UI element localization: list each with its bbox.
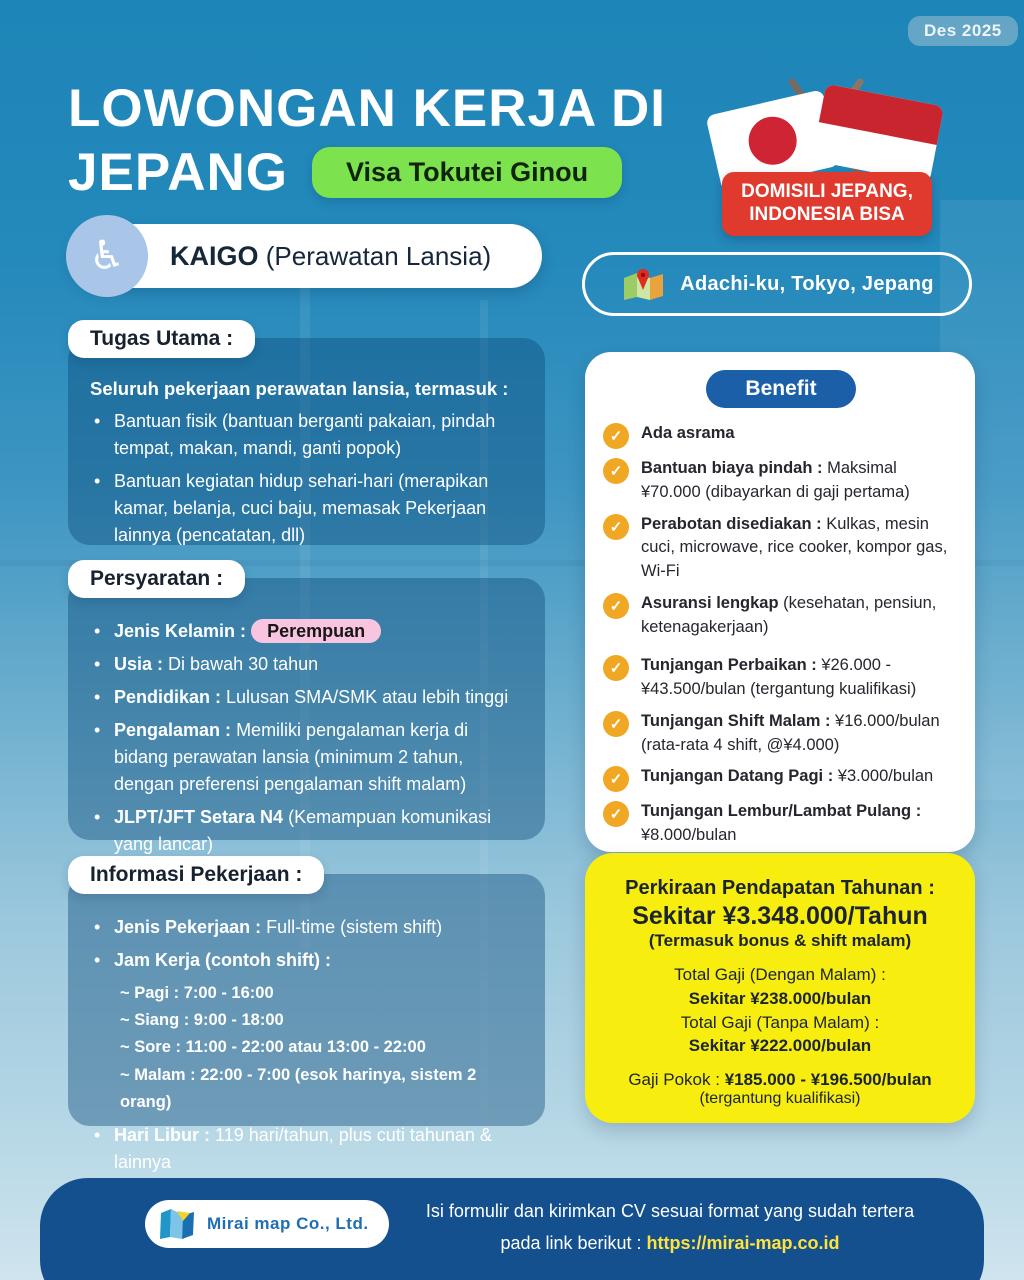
job-title-bold: KAIGO: [170, 240, 259, 271]
poster-title-row: [68, 142, 622, 203]
section-box-tugas-utama: [68, 338, 545, 545]
application-link[interactable]: https://mirai-map.co.id: [646, 1232, 840, 1253]
persyaratan-item: [90, 717, 525, 798]
persyaratan-item: [90, 684, 525, 711]
gaji-pokok-label: Gaji Pokok :: [628, 1070, 725, 1090]
income-title: Perkiraan Pendapatan Tahunan :: [625, 877, 935, 899]
company-name: Mirai map Co., Ltd.: [207, 1214, 369, 1233]
persyaratan-item-label: Usia :: [114, 654, 164, 674]
informasi-item-label: Jam Kerja (contoh shift) :: [114, 950, 332, 970]
benefit-item-label: Tunjangan Lembur/Lambat Pulang :: [641, 802, 922, 821]
benefit-item-text: (kesehatan, pensiun, ketenagakerjaan): [641, 593, 937, 636]
benefit-item-label: Tunjangan Perbaikan :: [641, 656, 817, 675]
indonesia-flag: [811, 84, 944, 183]
benefit-item-label: Ada asrama: [641, 424, 735, 442]
shift-item: ~ Malam : 22:00 - 7:00 (esok harinya, sistem 2 orang): [120, 1065, 477, 1111]
check-icon: ✓: [603, 801, 629, 827]
check-icon: ✓: [603, 711, 629, 737]
benefit-item-label: Tunjangan Datang Pagi :: [641, 767, 834, 786]
benefit-item-text: ¥3.000/bulan: [837, 767, 934, 786]
poster-title-line1: LOWONGAN KERJA DI: [68, 79, 667, 138]
informasi-item: [90, 914, 525, 941]
benefit-item-text: Maksimal ¥70.000 (dibayarkan di gaji pertama): [641, 459, 910, 501]
map-pin-icon: [620, 266, 666, 302]
persyaratan-item-label: Jenis Kelamin :: [114, 621, 247, 641]
tugas-item: • Bantuan kegiatan hidup sehari-hari (merapikan kamar, belanja, cuci baju, memasak Pekerjaan lainnya (pencatatan, dll): [90, 468, 525, 549]
income-note: (Termasuk bonus & shift malam): [648, 931, 912, 950]
informasi-item: [90, 1122, 525, 1176]
informasi-item: [90, 947, 525, 974]
benefit-item-label: Bantuan biaya pindah :: [641, 459, 823, 477]
section-label-tugas-utama: Tugas Utama :: [68, 320, 255, 358]
gaji-pokok-value: ¥185.000 - ¥196.500/bulan: [724, 1070, 932, 1090]
benefit-item: [603, 765, 959, 792]
income-row-value: Sekitar ¥222.000/bulan: [688, 1036, 872, 1056]
benefit-item-text: ¥8.000/bulan: [641, 826, 737, 844]
benefit-item: [603, 457, 959, 505]
income-row-label: Total Gaji (Tanpa Malam) :: [680, 1012, 880, 1032]
job-title-rest: (Perawatan Lansia): [265, 240, 492, 271]
gaji-pokok-line: [603, 1070, 957, 1090]
footer-line2-prefix: pada link berikut :: [500, 1232, 647, 1253]
shift-item: ~ Siang : 9:00 - 18:00: [120, 1011, 284, 1030]
footer-line2: [380, 1228, 960, 1260]
domisili-line2: INDONESIA BISA: [749, 203, 905, 225]
benefit-item: [603, 710, 959, 758]
job-icon-circle: [66, 215, 148, 297]
check-icon: ✓: [603, 423, 629, 449]
wheelchair-caregiver-icon: ♿: [89, 233, 125, 279]
benefit-header-pill: Benefit: [706, 370, 856, 408]
persyaratan-item-text: (Kemampuan komunikasi yang lancar): [114, 807, 492, 854]
benefit-item: [603, 422, 959, 449]
persyaratan-item: [90, 651, 525, 678]
section-box-persyaratan: [68, 578, 545, 854]
income-row-value: Sekitar ¥238.000/bulan: [688, 988, 872, 1008]
check-icon: ✓: [603, 766, 629, 792]
location-pill: [582, 252, 972, 316]
poster-title-line2: JEPANG: [68, 143, 289, 202]
tugas-intro: Seluruh pekerjaan perawatan lansia, termasuk :: [90, 378, 509, 399]
informasi-item-text: 119 hari/tahun, plus cuti tahunan & lainnya: [114, 1125, 492, 1173]
persyaratan-item: [90, 804, 525, 858]
job-title-pill: [70, 224, 542, 288]
company-logo-pill: [145, 1200, 389, 1248]
location-text: Adachi-ku, Tokyo, Jepang: [680, 272, 934, 295]
informasi-item-text: Full-time (sistem shift): [266, 917, 443, 937]
benefit-item-text: Kulkas, mesin cuci, microwave, rice cooker, kompor gas, Wi-Fi: [641, 514, 948, 580]
benefit-item-label: Asuransi lengkap: [641, 593, 779, 612]
gaji-pokok-note: (tergantung kualifikasi): [699, 1090, 861, 1108]
job-title: [170, 241, 491, 272]
income-row-label: Total Gaji (Dengan Malam) :: [674, 965, 886, 984]
shift-item: ~ Pagi : 7:00 - 16:00: [120, 984, 274, 1002]
benefit-item-text: ¥16.000/bulan (rata-rata 4 shift, @¥4.000): [641, 711, 940, 754]
informasi-item-label: Jenis Pekerjaan :: [114, 917, 262, 937]
persyaratan-item-label: JLPT/JFT Setara N4: [114, 807, 284, 827]
mirai-map-logo-icon: [157, 1207, 197, 1241]
benefit-item-label: Perabotan disediakan :: [641, 514, 822, 533]
shift-item: ~ Sore : 11:00 - 22:00 atau 13:00 - 22:00: [120, 1038, 426, 1057]
benefit-item-text: ¥26.000 - ¥43.500/bulan (tergantung kualifikasi): [641, 656, 917, 698]
persyaratan-item-label: Pengalaman :: [114, 720, 232, 740]
persyaratan-item-text: Di bawah 30 tahun: [168, 654, 319, 674]
domisili-badge: [722, 172, 932, 236]
footer-line1: Isi formulir dan kirimkan CV sesuai format yang sudah tertera: [425, 1201, 915, 1221]
persyaratan-item: [90, 618, 525, 645]
section-label-informasi: Informasi Pekerjaan :: [68, 856, 324, 894]
benefit-card: [585, 352, 975, 852]
tugas-item: • Bantuan fisik (bantuan berganti pakaian, pindah tempat, makan, mandi, ganti popok): [90, 408, 525, 462]
benefit-item: [603, 800, 959, 848]
gender-pill: Perempuan: [251, 619, 381, 643]
check-icon: ✓: [603, 593, 629, 619]
income-box: [585, 853, 975, 1123]
benefit-item: [603, 654, 959, 702]
footer-text: [380, 1196, 960, 1259]
check-icon: ✓: [603, 655, 629, 681]
benefit-item: [603, 513, 959, 584]
persyaratan-item-text: Lulusan SMA/SMK atau lebih tinggi: [226, 687, 509, 707]
domisili-line1: DOMISILI JEPANG,: [741, 181, 913, 202]
footer-bar: [40, 1178, 984, 1280]
check-icon: ✓: [603, 514, 629, 540]
persyaratan-item-label: Pendidikan :: [114, 687, 222, 707]
section-box-informasi: [68, 874, 545, 1173]
check-icon: ✓: [603, 458, 629, 484]
persyaratan-item-text: Memiliki pengalaman kerja di bidang perawatan lansia (minimum 2 tahun, dengan preferensi pengalaman shift malam): [114, 720, 469, 794]
informasi-item-label: Hari Libur :: [114, 1125, 211, 1146]
benefit-item-label: Tunjangan Shift Malam :: [641, 711, 831, 730]
visa-type-pill: Visa Tokutei Ginou: [312, 147, 622, 198]
section-label-persyaratan: Persyaratan :: [68, 560, 245, 598]
income-amount: Sekitar ¥3.348.000/Tahun: [632, 902, 928, 930]
date-badge: Des 2025: [908, 16, 1018, 46]
benefit-item: [603, 592, 959, 640]
